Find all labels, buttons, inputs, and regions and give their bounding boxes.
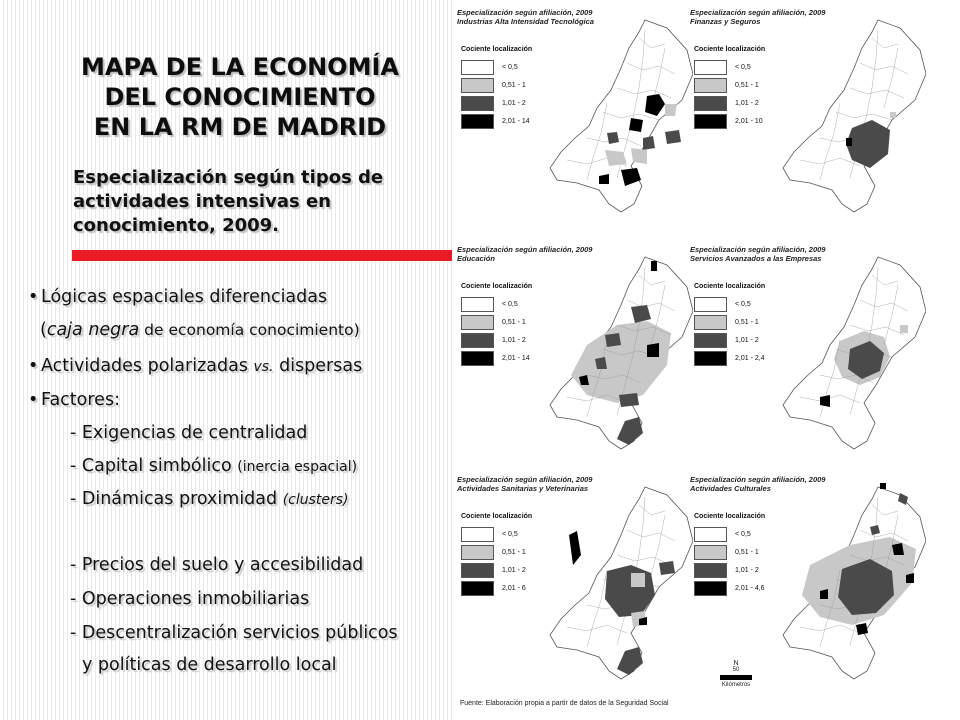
legend-swatch — [461, 527, 494, 542]
factor-item: - Descentralización servicios públicos — [70, 623, 398, 643]
factor-item: y políticas de desarrollo local — [82, 655, 337, 675]
map-legend: Cociente localización < 0,5 0,51 - 1 1,01 - 2 2,01 - 10 — [694, 46, 765, 131]
subtitle-line-3: conocimiento, 2009. — [73, 215, 280, 236]
legend-swatch — [461, 60, 494, 75]
legend-swatch — [694, 351, 727, 366]
map-legend: Cociente localización < 0,5 0,51 - 1 1,01 - 2 2,01 - 14 — [461, 283, 532, 368]
legend-swatch — [694, 545, 727, 560]
legend-swatch — [694, 78, 727, 93]
bullet-item: • Lógicas espaciales diferenciadas — [28, 287, 328, 307]
accent-divider-bar — [72, 250, 462, 261]
map-panel-finanzas — [690, 8, 926, 234]
choropleth-map — [547, 8, 693, 234]
legend-swatch — [694, 114, 727, 129]
panel-title: Especialización según afiliación, 2009 Actividades Sanitarias y Veterinarias — [457, 475, 593, 493]
title-line-2: DEL CONOCIMIENTO — [104, 83, 376, 111]
map-legend: Cociente localización < 0,5 0,51 - 1 1,01 - 2 2,01 - 4,6 — [694, 513, 765, 598]
north-arrow-icon: N — [733, 660, 739, 667]
legend-swatch — [461, 96, 494, 111]
panel-title: Especialización según afiliación, 2009 Actividades Culturales — [690, 475, 826, 493]
map-panel-servicios-avanzados — [690, 245, 926, 471]
panel-title: Especialización según afiliación, 2009 Educación — [457, 245, 593, 263]
legend-swatch — [461, 545, 494, 560]
bullet-dot-icon: • — [28, 287, 39, 307]
legend-swatch — [461, 315, 494, 330]
title-line-3: EN LA RM DE MADRID — [93, 113, 387, 141]
legend-swatch — [694, 315, 727, 330]
factor-item: - Exigencias de centralidad — [70, 423, 308, 443]
map-panel-industrias — [457, 8, 693, 234]
choropleth-map — [547, 245, 693, 471]
bullet-dot-icon: • — [28, 356, 39, 376]
map-legend: Cociente localización < 0,5 0,51 - 1 1,01 - 2 2,01 - 14 — [461, 46, 532, 131]
panel-title: Especialización según afiliación, 2009 Finanzas y Seguros — [690, 8, 826, 26]
legend-swatch — [694, 333, 727, 348]
legend-swatch — [461, 297, 494, 312]
factor-item: - Capital simbólico (inercia espacial) — [70, 456, 358, 476]
panel-title: Especialización según afiliación, 2009 Industrias Alta Intensidad Tecnológica — [457, 8, 594, 26]
map-legend: Cociente localización < 0,5 0,51 - 1 1,01 - 2 2,01 - 2,4 — [694, 283, 765, 368]
bullet-dot-icon: • — [28, 390, 39, 410]
legend-swatch — [694, 527, 727, 542]
source-note: Fuente: Elaboración propia a partir de datos de la Seguridad Social — [460, 700, 669, 707]
panel-title: Especialización según afiliación, 2009 Servicios Avanzados a las Empresas — [690, 245, 826, 263]
choropleth-map — [547, 475, 693, 701]
legend-swatch — [461, 78, 494, 93]
legend-swatch — [694, 96, 727, 111]
legend-swatch — [694, 581, 727, 596]
choropleth-map — [780, 8, 926, 234]
factor-item: - Dinámicas proximidad (clusters) — [70, 489, 349, 509]
subtitle-line-1: Especialización según tipos de — [73, 167, 384, 188]
slide-subtitle — [73, 166, 453, 238]
choropleth-map — [780, 245, 926, 471]
legend-swatch — [694, 297, 727, 312]
legend-swatch — [461, 114, 494, 129]
bullet-item: • Factores: — [28, 390, 120, 410]
legend-swatch — [694, 563, 727, 578]
legend-swatch — [461, 563, 494, 578]
map-legend: Cociente localización < 0,5 0,51 - 1 1,01 - 2 2,01 - 6 — [461, 513, 532, 598]
slide-title — [20, 52, 460, 142]
factor-item: - Operaciones inmobiliarias — [70, 589, 310, 609]
title-line-1: MAPA DE LA ECONOMÍA — [81, 53, 399, 81]
legend-swatch — [461, 581, 494, 596]
scale-bar-icon — [720, 675, 752, 680]
factor-item: - Precios del suelo y accesibilidad — [70, 555, 364, 575]
choropleth-map — [780, 475, 926, 701]
bullet-subnote: (caja negra de economía conocimiento) — [40, 320, 360, 340]
legend-swatch — [461, 351, 494, 366]
legend-swatch — [461, 333, 494, 348]
map-scale-bar: N 50 Kilómetros — [714, 660, 758, 696]
map-panel-educacion — [457, 245, 693, 471]
bullet-item: • Actividades polarizadas vs. dispersas — [28, 356, 363, 376]
legend-swatch — [694, 60, 727, 75]
subtitle-line-2: actividades intensivas en — [73, 191, 331, 212]
map-panel-sanitarias — [457, 475, 693, 701]
